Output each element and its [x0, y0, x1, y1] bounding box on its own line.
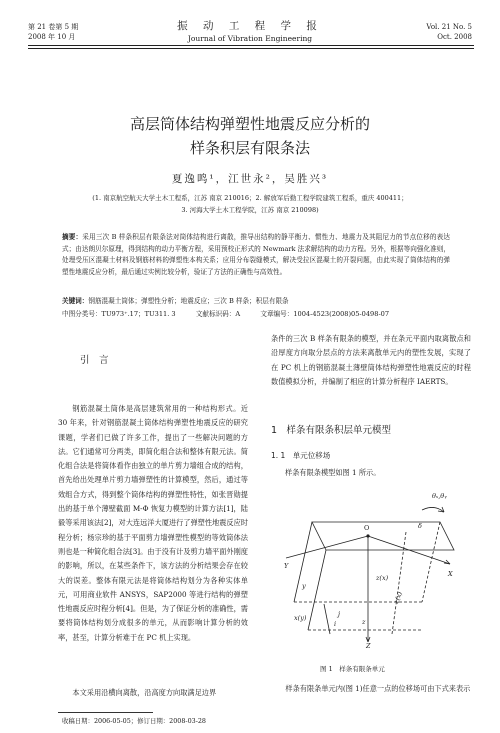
keywords-text: 钢筋混凝土筒体；弹塑性分析；地震反应；三次 B 样条；积层有限条 [88, 297, 289, 305]
figure-1-caption: 图 1 样条有限条单元 [320, 665, 385, 673]
section-1-heading: 1 样条有限条积层单元模型 [271, 425, 392, 436]
strip-top-face [312, 522, 454, 550]
keywords-label: 关键词： [62, 297, 89, 305]
intro-heading: 引 言 [80, 355, 109, 366]
paper-title-line1: 高层筒体结构弹塑性地震反应分析的 [129, 115, 370, 133]
article-number: 文章编号：1004-4523(2008)05-0498-07 [260, 310, 390, 318]
classification-number: 中图分类号：TU973⁺.17；TU311. 3 [62, 310, 176, 318]
journal-title-en: Journal of Vibration Engineering [187, 34, 313, 43]
label-j: j [338, 610, 341, 618]
section-1-1-text: 样条有限条模型如图 1 所示。 [285, 468, 381, 477]
strip-hidden-edge [422, 522, 440, 602]
label-z-of-x: z(x) [376, 574, 389, 582]
right-paragraph-2: 样条有限条单元内(图 1)任意一点的位移场可由下式来表示 [285, 684, 471, 693]
affiliation-line1: (1. 南京航空航天大学土木工程系，江苏 南京 210016；2. 解放军后勤工程学院建筑工程系，重庆 400411； [92, 194, 408, 202]
local-axis-dashed [392, 532, 406, 634]
figure-1-spline-strip-element [272, 484, 474, 650]
received-date-footnote: 收稿日期：2006-05-05；修订日期：2008-03-28 [62, 717, 206, 725]
footnote-rule [58, 712, 153, 713]
issue-volume: 第 21 卷第 5 期 [28, 23, 79, 31]
journal-header [0, 18, 500, 43]
label-x-of-y: x(y) [294, 614, 307, 622]
issue-info-en [426, 22, 472, 42]
label-z-small: z [362, 618, 366, 626]
label-origin: O [364, 524, 370, 532]
authors: 夏逸鸣¹，江世永²，吴胜兴³ [171, 173, 329, 185]
abstract [62, 232, 450, 278]
issue-date-en: Oct. 2008 [437, 33, 472, 41]
abstract-label: 摘要： [62, 233, 83, 241]
label-y-axis: Y [284, 562, 289, 570]
journal-title-cn: 振 动 工 程 学 报 [177, 20, 323, 32]
issue-date: 2008 年 10 月 [28, 33, 76, 41]
label-z-axis: Z [366, 642, 371, 650]
right-paragraph-1: 条件的三次 B 样条有限条的模型，并在条元平面内取离散点和沿厚度方向取分层点的方法来离散单元内的塑性发展，实现了在 PC 机上的钢筋混凝土薄壁筒体结构弹塑性地震反应的时程数值模拟分析，并编制了相应的计算分析程序 IAERTS。 [271, 334, 471, 386]
issue-volume-en: Vol. 21 No. 5 [426, 23, 472, 31]
keywords [62, 296, 462, 307]
dimension-line [324, 604, 330, 634]
y-axis [286, 536, 368, 558]
paper-title-line2: 样条积层有限条法 [189, 139, 310, 157]
affiliation-line2: 3. 河海大学土木工程学院，江苏 南京 210098) [181, 206, 319, 214]
header-rule [28, 45, 474, 46]
label-z-of-x-rotated: z(x) [392, 590, 405, 605]
header-rule-thin [28, 48, 474, 49]
label-y-small: y [302, 582, 306, 590]
label-x-axis: X [448, 570, 453, 578]
origin-point [366, 534, 369, 537]
label-theta: θₓ,θᵧ [432, 492, 447, 500]
section-1-1-heading: 1. 1 单元位移场 [271, 451, 331, 460]
label-delta: δ [418, 522, 422, 530]
abstract-text: 采用三次 B 样条积层有限条法对筒体结构进行离散，推导出结构的静平衡力、惯性力、地震力及其阻尼力的节点位移的表达式；由达朗贝尔原理，得到结构的动力平衡方程，采用预校正形式的 Newmark 法求解结构的动力方程。另外，根据等向强化准则，处理受压区混凝土材料及钢筋材料的弹塑性本构关系；应用分布裂缝模式，解决受拉区混凝土的开裂问题，由此实现了筒体结构的弹塑性地震反应分析，最后通过实例比较分析，验证了方法的正确性与高效性。 [62, 233, 450, 276]
metadata-line [62, 309, 462, 320]
intro-paragraph-2: 本文采用沿横向离散，沿高度方向取满足边界 [72, 688, 217, 697]
label-i: i [334, 620, 337, 628]
document-code: 文献标识码：A [195, 310, 241, 318]
intro-paragraph: 钢筋混凝土筒体是高层建筑常用的一种结构形式。近 30 年来，针对钢筋混凝土筒体结构弹塑性地震反应的研究课题，学者们已做了许多工作，提出了一些解决问题的方法。它们通常可分两类，即简化组合法和整体有限元法。简化组合法是将筒体看作由独立的单片剪力墙组合成的结构，首先给出处理单片剪力墙弹塑性的计算模型，然后，通过等效组合方式，得到整个筒体结构的弹塑性特性，如张晋勋提出的基于单个薄壁截面 M-Φ 恢复力模型的计算方法[1]，陆毅等采用该法[2]，对大连远洋大厦进行了弹塑性地震反应时程分析；杨宗珍的基于平面剪力墙弹塑性模型的等效筒体法则也是一种简化组合法[3]。由于没有计及剪力墙平面外刚度的影响，所以，在某些条件下，该方法的分析结果会存在较大的误差。整体有限元法是将筒体结构划分为各种实体单元，可用商业软件 ANSYS，SAP2000 等进行结构的弹塑性地震反应时程分析[4]。但是，为了保证分析的准确性，需要将筒体结构划分成很多的单元，从而影响计算分析的效率，甚至，计算分析难于在 PC 机上实现。 [58, 404, 248, 642]
